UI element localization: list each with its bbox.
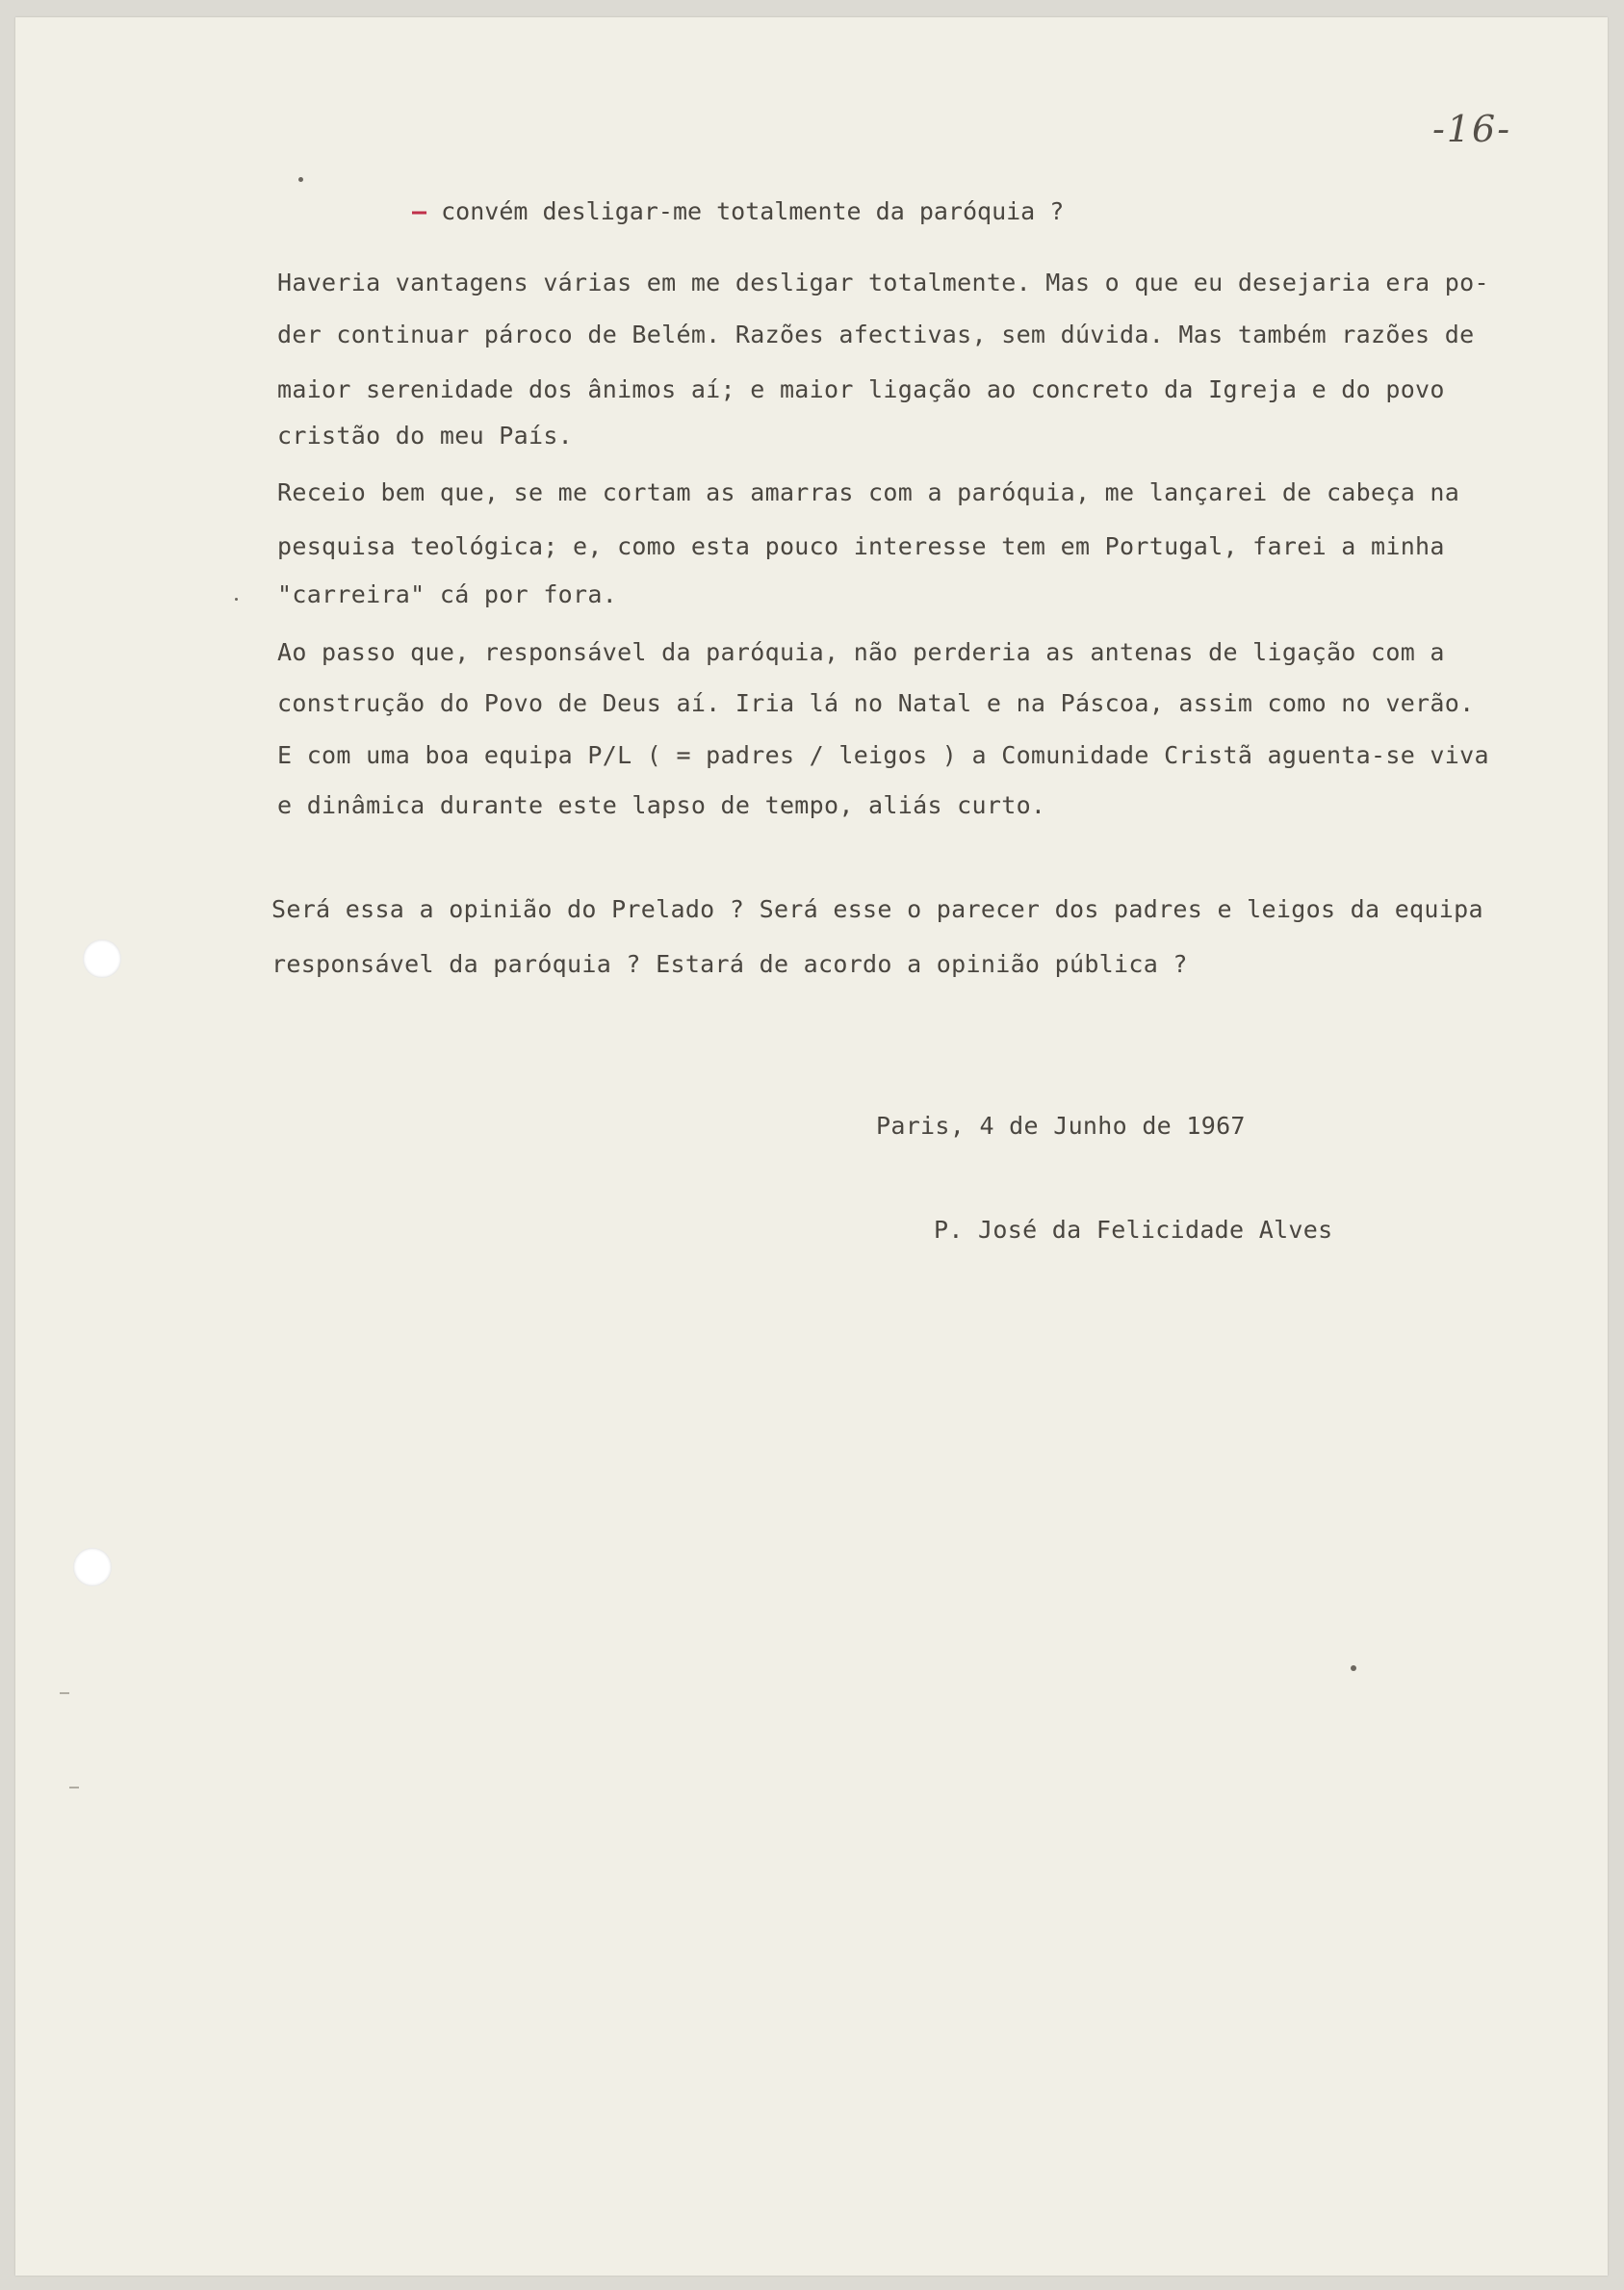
red-dash-mark: – — [412, 197, 427, 225]
section-heading — [412, 197, 1064, 225]
page-number: -16- — [1432, 108, 1512, 150]
text-line: construção do Povo de Deus aí. Iria lá no Natal e na Páscoa, assim como no verão. — [277, 689, 1475, 717]
text-line: Receio bem que, se me cortam as amarras com a paróquia, me lançarei de cabeça na — [277, 478, 1460, 506]
text-line: Haveria vantagens várias em me desligar totalmente. Mas o que eu desejaria era po- — [277, 269, 1489, 296]
ink-speck — [235, 598, 238, 601]
text-line: e dinâmica durante este lapso de tempo, aliás curto. — [277, 791, 1046, 819]
text-line: Será essa a opinião do Prelado ? Será esse o parecer dos padres e leigos da equipa — [271, 895, 1483, 923]
text-line: E com uma boa equipa P/L ( = padres / leigos ) a Comunidade Cristã aguenta-se viva — [277, 741, 1489, 769]
punch-hole-bottom — [73, 1548, 112, 1586]
text-line: cristão do meu País. — [277, 422, 574, 450]
margin-mark — [69, 1787, 79, 1788]
punch-hole-top — [83, 939, 121, 978]
text-line: "carreira" cá por fora. — [277, 580, 618, 608]
text-line: maior serenidade dos ânimos aí; e maior ligação ao concreto da Igreja e do povo — [277, 375, 1445, 403]
text-line: der continuar pároco de Belém. Razões afectivas, sem dúvida. Mas também razões de — [277, 321, 1475, 348]
signature: P. José da Felicidade Alves — [934, 1216, 1333, 1244]
margin-mark — [60, 1692, 69, 1694]
heading-text: convém desligar-me totalmente da paróquia ? — [441, 197, 1065, 225]
text-line: responsável da paróquia ? Estará de acordo a opinião pública ? — [271, 950, 1188, 978]
place-date: Paris, 4 de Junho de 1967 — [876, 1112, 1246, 1140]
ink-speck — [298, 177, 303, 182]
text-line: pesquisa teológica; e, como esta pouco interesse tem em Portugal, farei a minha — [277, 532, 1445, 560]
document-page — [15, 17, 1608, 2276]
ink-speck — [1351, 1665, 1356, 1671]
text-line: Ao passo que, responsável da paróquia, não perderia as antenas de ligação com a — [277, 638, 1445, 666]
